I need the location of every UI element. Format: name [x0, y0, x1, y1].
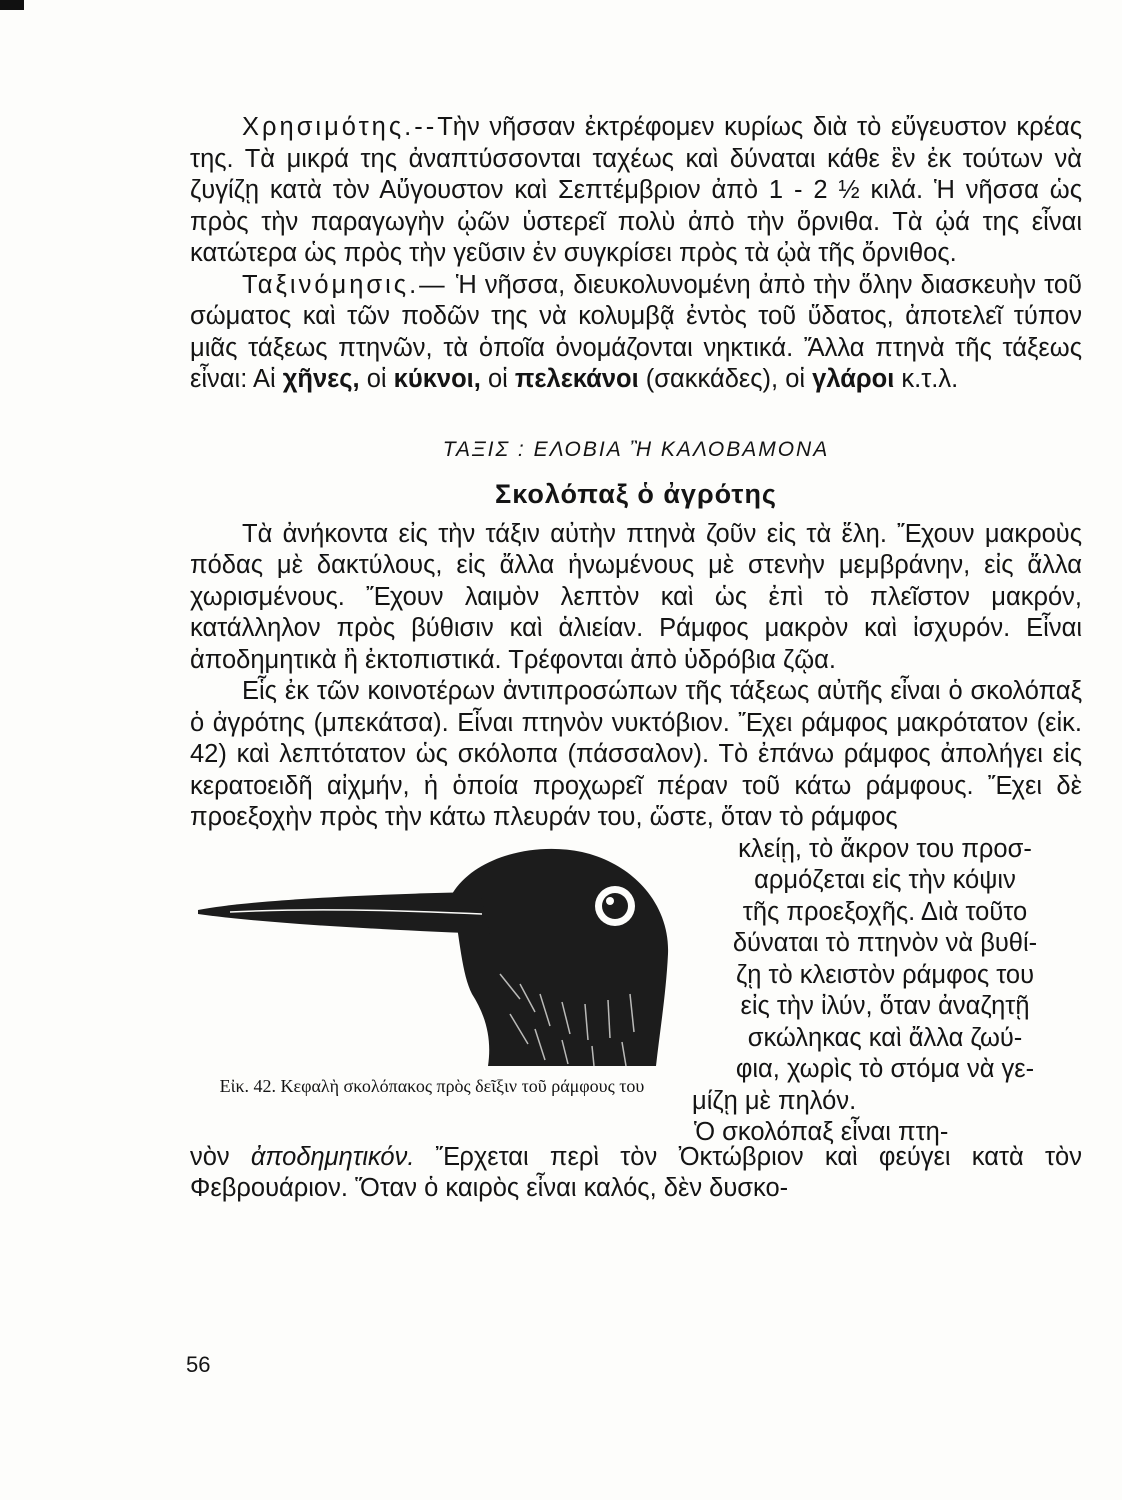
classification-text-4: (σακκάδες), οἱ: [638, 365, 813, 393]
usefulness-text: Τὴν νῆσσαν ἐκτρέφομεν κυρίως διὰ τὸ εὔγευστον κρέας της. Τὰ μικρά της ἀναπτύσσονται ταχέως καὶ δύναται κάθε ἓν ἐκ τούτων νὰ ζυγίζῃ κατὰ τὸν Αὔγουστον καὶ Σεπτέμβριον ἀπὸ 1 - 2 ½ κιλά. Ἡ νῆσσα ὡς πρὸς τὴν παραγωγὴν ᾠῶν ὑστερεῖ πολὺ ἀπὸ τὴν ὄρνιθα. Τὰ ᾠά της εἶναι κατώτερα ὡς πρὸς τὴν γεῦσιν ἐν συγκρίσει πρὸς τὰ ᾠὰ τῆς ὄρνιθος.: [190, 113, 1082, 267]
wrap-line: δύναται τὸ πτηνὸν νὰ βυθί-: [732, 929, 1038, 957]
woodcock-head-illustration: [190, 834, 674, 1070]
classification-paragraph: [190, 270, 1082, 396]
final-paragraph: [190, 1142, 1082, 1205]
classification-text-3: οἱ: [480, 365, 515, 393]
wrap-line: εἰς τὴν ἰλύν, ὅταν ἀναζητῇ: [740, 992, 1030, 1020]
woodcock-paragraph: Εἷς ἐκ τῶν κοινοτέρων ἀντιπροσώπων τῆς τάξεως αὐτῆς εἶναι ὁ σκολόπαξ ὁ ἀγρότης (μπεκάτσα). Εἶναι πτηνὸν νυκτόβιον. Ἔχει ράμφος μακρότατον (εἰκ. 42) καὶ λεπτότατον ὡς σκόλοπα (πάσσαλον). Τὸ ἐπάνω ράμφος ἀπολήγει εἰς κερατοειδῆ αἰχμήν, ἡ ὁποία προχωρεῖ πέραν τοῦ κάτω ράμφους. Ἔχει δὲ προεξοχὴν πρὸς τὴν κάτω πλευράν του, ὥστε, ὅταν τὸ ράμφος: [190, 677, 1082, 831]
wrap-line: ζῃ τὸ κλειστὸν ράμφος του: [735, 960, 1035, 989]
term-gulls: γλάροι: [812, 365, 895, 393]
figure-caption: Εἰκ. 42. Κεφαλὴ σκολόπακος πρὸς δεῖξιν τοῦ ράμφους του: [219, 1075, 645, 1096]
final-paragraph-italic: ἀποδημητικόν.: [250, 1142, 415, 1171]
final-paragraph-pre: νὸν: [190, 1142, 251, 1171]
classification-text-5: κ.τ.λ.: [894, 365, 959, 393]
term-pelicans: πελεκάνοι: [514, 365, 639, 393]
order-heading: ΤΑΞΙΣ : ΕΛΟΒΙΑ Ἢ ΚΑΛΟΒΑΜΟΝΑ: [442, 437, 830, 461]
section-title: Σκολόπαξ ὁ ἀγρότης: [495, 479, 777, 509]
page-edge-mark: [0, 0, 24, 10]
usefulness-paragraph: [190, 112, 1082, 270]
figure-block: [190, 834, 1082, 1146]
wrapped-text-column: [688, 834, 1082, 1149]
classification-text: Ἡ νῆσσα, διευκολυνομένη ἀπὸ τὴν ὅλην διασκευὴν τοῦ σώματος καὶ τῶν ποδῶν της νὰ κολυμβᾷ ἐντὸς τοῦ ὕδατος, ἀποτελεῖ τύπον μιᾶς τάξεως πτηνῶν, τὰ ὁποῖα ὀνομάζονται νηκτικά. Ἄλλα πτηνὰ τῆς τάξεως εἶναι: Αἱ: [190, 270, 1082, 393]
usefulness-label: Χρησιμότης.--: [242, 113, 438, 141]
figure-42: [190, 834, 674, 1142]
order-description-paragraph: Τὰ ἀνήκοντα εἰς τὴν τάξιν αὐτὴν πτηνὰ ζοῦν εἰς τὰ ἕλη. Ἔχουν μακροὺς πόδας μὲ δακτύλους, εἰς ἄλλα ἡνωμένους μὲ στενὴν μεμβράνην, εἰς ἄλλα χωρισμένους. Ἔχουν λαιμὸν λεπτὸν καὶ ὡς ἐπὶ τὸ πλεῖστον μακρόν, κατάλληλον πρὸς βύθισιν καὶ ἁλιείαν. Ράμφος μακρὸν καὶ ἰσχυρόν. Εἶναι ἀποδημητικὰ ἢ ἐκτοπιστικά. Τρέφονται ἀπὸ ὑδρόβια ζῷα.: [190, 519, 1082, 674]
classification-text-2: οἱ: [359, 365, 394, 393]
wrap-line: κλείῃ, τὸ ἄκρον του προσ-: [738, 834, 1032, 863]
classification-label: Ταξινόμησις.—: [242, 270, 448, 299]
term-geese: χῆνες,: [282, 365, 360, 393]
wrap-line: μίζῃ μὲ πηλόν.: [692, 1086, 857, 1115]
page-number: 56: [186, 1352, 211, 1377]
wrap-line: αρμόζεται εἰς τὴν κόψιν: [754, 866, 1016, 894]
term-swans: κύκνοι,: [393, 365, 481, 393]
wrap-line: φια, χωρὶς τὸ στόμα νὰ γε-: [735, 1055, 1035, 1083]
final-paragraph-first-line: Ὁ σκολόπαξ εἶναι πτη-: [694, 1118, 949, 1146]
wrap-line: τῆς προεξοχῆς. Διὰ τοῦτο: [742, 897, 1028, 926]
wrap-line: σκώληκας καὶ ἄλλα ζωύ-: [747, 1023, 1023, 1052]
woodcock-head-shape: [452, 848, 668, 1065]
book-page: [190, 112, 1082, 1205]
final-paragraph-post: Ἔρχεται περὶ τὸν Ὀκτώβριον καὶ φεύγει κατὰ τὸν Φεβρουάριον. Ὅταν ὁ καιρὸς εἶναι καλός, δὲν δυσκο-: [190, 1142, 1082, 1202]
